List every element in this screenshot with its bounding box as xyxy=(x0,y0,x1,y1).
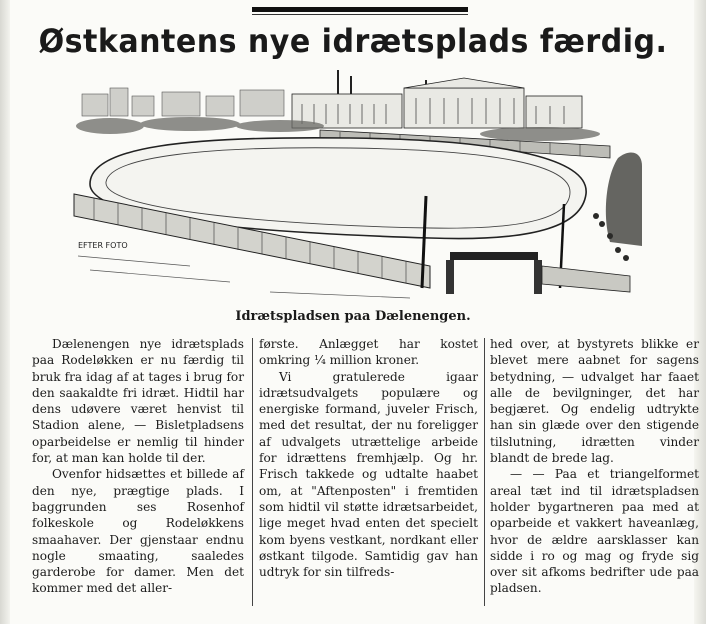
column-divider xyxy=(252,338,253,606)
top-rule xyxy=(252,7,468,12)
column-3-paragraph-1: hed over, at bystyrets blikke er blevet mere aabnet for sagens betydning, — udvalget har faaet alle de bevilgninger, det har begjæret. Og endelig udtrykte han sin glæde over den stigende tilslutning, idrætten vinder blandt de brede lag. xyxy=(490,337,699,466)
top-rule-thin xyxy=(252,14,468,15)
image-signature: EFTER FOTO xyxy=(78,241,128,250)
column-3-paragraph-2: — — Paa et triangelformet areal tæt ind til idrætspladsen holder bygartneren paa med at oparbeide et vakkert haveanlæg, hvor de ældre aarsklasser kan sidde i ro og mag og fryde sig over sit afkoms bedrifter ude paa pladsen. xyxy=(490,467,699,596)
column-2 xyxy=(259,336,478,580)
column-3 xyxy=(490,336,699,597)
column-1 xyxy=(32,336,244,597)
column-1-paragraph-1: Dælenengen nye idrætsplads paa Rodeløkken er nu færdig til bruk fra idag af at tages i brug for den saakaldte fri idræt. Hidtil har dens udøvere været henvist til Stadion alene, — Bisletpladsens oparbeidelse er nemlig til hinder for, at man kan holde til der. xyxy=(32,337,244,466)
column-2-paragraph-1: første. Anlægget har kostet omkring ¼ million kroner. xyxy=(259,337,478,368)
image-caption: Idrætspladsen paa Dælenengen. xyxy=(235,309,471,324)
headline: Østkantens nye idrætsplads færdig. xyxy=(38,22,668,60)
column-2-paragraph-2: Vi gratulerede igaar idrætsudvalgets populære og energiske formand, juveler Frisch, med det resultat, der nu foreligger af udvalgets utrættelige arbeide for idrættens fremhjælp. Og hr. Frisch takkede og udtalte haabet om, at "Aftenposten" i fremtiden som hidtil vil støtte idrætsarbeidet, lige meget hvad enten det specielt kom byens vestkant, nordkant eller østkant tilgode. Samtidig gav han udtryk for sin tilfreds- xyxy=(259,369,478,580)
column-divider xyxy=(484,338,485,606)
column-1-paragraph-2: Ovenfor hidsættes et billede af den nye, prægtige plads. I baggrunden ses Rosenhof folkeskole og Rodeløkkens smaahaver. Der gjenstaar endnu nogle smaating, saaledes garderobe for damer. Men det kommer med det aller- xyxy=(32,467,244,596)
stadium-illustration xyxy=(70,66,642,302)
article-body xyxy=(12,336,702,616)
